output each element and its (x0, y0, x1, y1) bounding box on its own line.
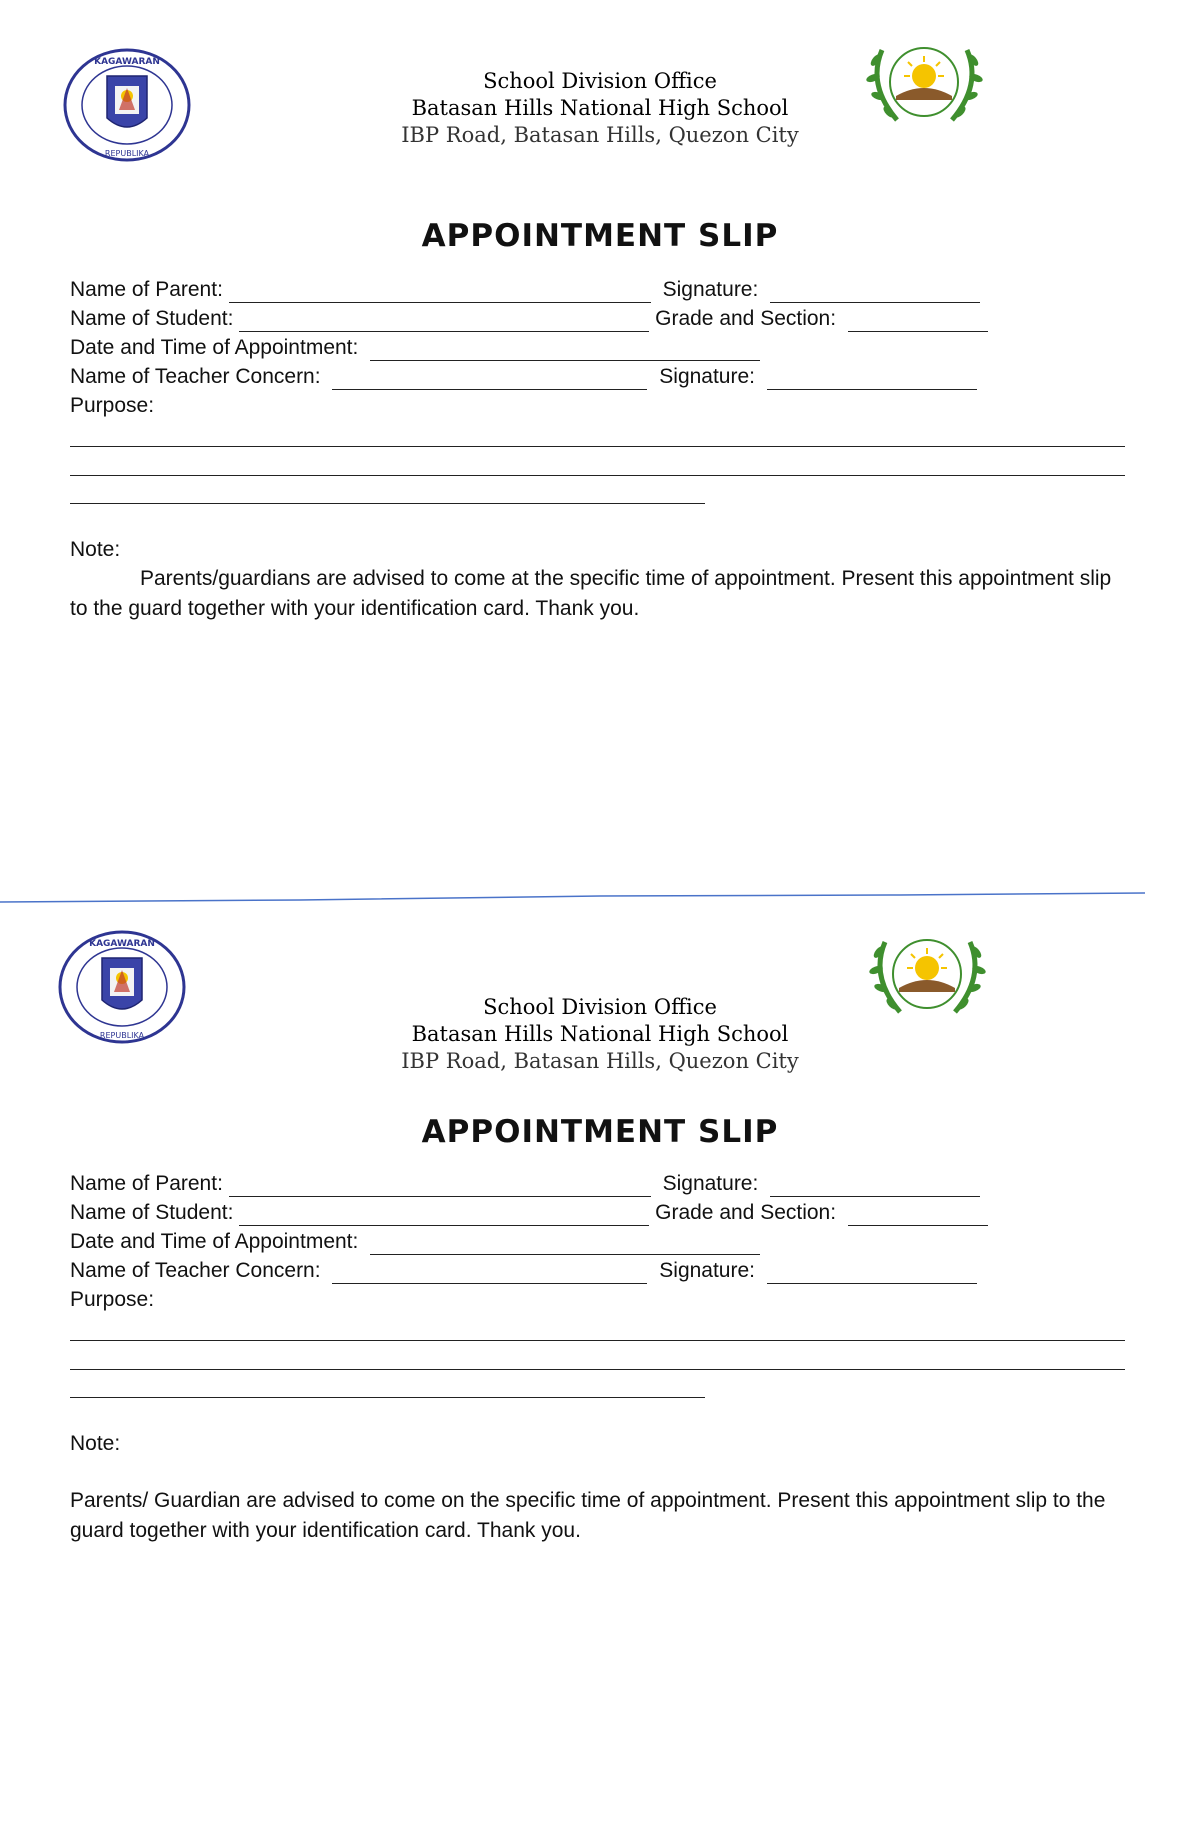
teacher-label: Name of Teacher Concern: (70, 1259, 321, 1282)
student-name-field[interactable] (239, 309, 649, 332)
svg-text:KAGAWARAN: KAGAWARAN (94, 57, 160, 67)
school-address: IBP Road, Batasan Hills, Quezon City (401, 1049, 799, 1073)
parent-row (70, 1170, 980, 1197)
svg-text:REPUBLIKA: REPUBLIKA (99, 1031, 145, 1040)
slip-title: APPOINTMENT SLIP (421, 218, 779, 254)
date-time-field[interactable] (370, 338, 760, 361)
svg-text:KAGAWARAN: KAGAWARAN (89, 939, 155, 949)
purpose-line-2[interactable] (70, 1369, 1125, 1370)
teacher-label: Name of Teacher Concern: (70, 365, 321, 388)
date-time-label: Date and Time of Appointment: (70, 336, 359, 359)
school-name: Batasan Hills National High School (411, 1022, 789, 1046)
parent-name-field[interactable] (229, 280, 651, 303)
purpose-line-1[interactable] (70, 446, 1125, 447)
date-time-field[interactable] (370, 1232, 760, 1255)
purpose-line-3[interactable] (70, 1397, 705, 1398)
purpose-row (70, 392, 154, 419)
student-label: Name of Student: (70, 307, 234, 330)
slip-title: APPOINTMENT SLIP (421, 1114, 779, 1150)
teacher-signature-field[interactable] (767, 367, 977, 390)
purpose-line-2[interactable] (70, 475, 1125, 476)
purpose-label: Purpose: (70, 1288, 155, 1311)
date-time-row (70, 1228, 760, 1255)
school-name: Batasan Hills National High School (411, 96, 789, 120)
parent-name-field[interactable] (229, 1174, 651, 1197)
teacher-name-field[interactable] (332, 1261, 647, 1284)
student-label: Name of Student: (70, 1201, 234, 1224)
teacher-signature-label: Signature: (659, 365, 755, 388)
student-name-field[interactable] (239, 1203, 649, 1226)
parent-signature-field[interactable] (770, 1174, 980, 1197)
student-row (70, 1199, 988, 1226)
parent-row (70, 276, 980, 303)
school-address: IBP Road, Batasan Hills, Quezon City (401, 123, 799, 147)
grade-section-label: Grade and Section: (655, 307, 837, 330)
parent-signature-label: Signature: (662, 1172, 759, 1195)
teacher-signature-label: Signature: (659, 1259, 755, 1282)
parent-signature-label: Signature: (662, 278, 759, 301)
teacher-row (70, 363, 977, 390)
parent-label: Name of Parent: (70, 278, 223, 301)
date-time-label: Date and Time of Appointment: (70, 1230, 359, 1253)
parent-signature-field[interactable] (770, 280, 980, 303)
school-header (0, 68, 1200, 149)
purpose-line-3[interactable] (70, 503, 705, 504)
appointment-slip-bottom (0, 900, 1200, 1835)
date-time-row (70, 334, 760, 361)
purpose-row (70, 1286, 154, 1313)
grade-section-field[interactable] (848, 1203, 988, 1226)
note-label: Note: (70, 1432, 121, 1455)
svg-text:REPUBLIKA: REPUBLIKA (104, 149, 150, 158)
student-row (70, 305, 988, 332)
purpose-label: Purpose: (70, 394, 155, 417)
office-name: School Division Office (483, 995, 717, 1019)
note-text: Parents/ Guardian are advised to come on the specific time of appointment. Present this appointment slip to the guard together with your identification card. Thank you. (70, 1489, 1106, 1542)
note-text: Parents/guardians are advised to come at the specific time of appointment. Present this appointment slip to the guard together with your identification card. Thank you. (70, 567, 1112, 620)
grade-section-label: Grade and Section: (655, 1201, 837, 1224)
purpose-line-1[interactable] (70, 1340, 1125, 1341)
teacher-row (70, 1257, 977, 1284)
parent-label: Name of Parent: (70, 1172, 223, 1195)
appointment-slip-top (0, 0, 1200, 890)
school-header (0, 994, 1200, 1075)
teacher-name-field[interactable] (332, 367, 647, 390)
note-label: Note: (70, 538, 121, 561)
grade-section-field[interactable] (848, 309, 988, 332)
office-name: School Division Office (483, 69, 717, 93)
teacher-signature-field[interactable] (767, 1261, 977, 1284)
